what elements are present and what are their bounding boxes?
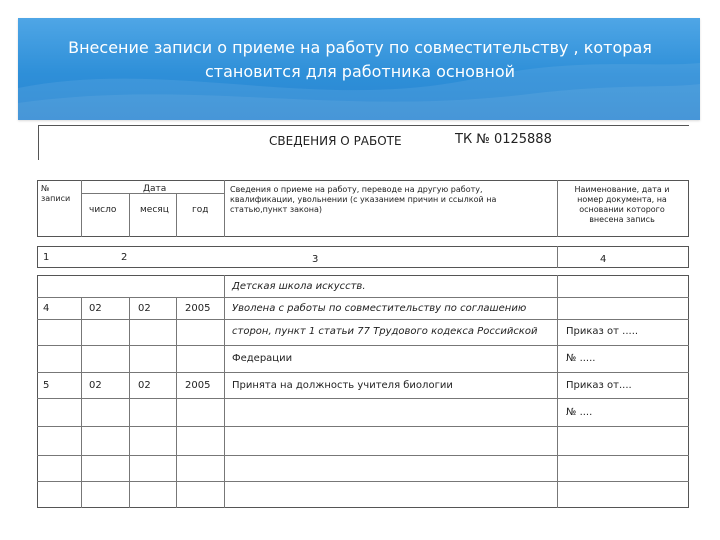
row4-text-line3: Федерации [232,353,293,364]
tk-number: ТК № 0125888 [455,132,552,147]
row5-year: 2005 [185,380,211,391]
col-number-1: 1 [43,252,50,263]
row5-month: 02 [138,380,151,391]
col-header-doc: Наименование, дата и номер документа, на основании которого внесена запись [574,185,670,224]
row5-text: Принята на должность учителя биологии [232,380,453,391]
row5-day: 02 [89,380,102,391]
row5-number: 5 [43,380,50,391]
form-heading [38,125,689,160]
col-number-2: 2 [121,252,128,263]
row4-document-line1: Приказ от ..... [566,326,639,337]
col-header-no: № записи [41,184,71,203]
row4-year: 2005 [185,303,211,314]
slide-title-line2: становится для работника основной [204,62,516,81]
row5-document-line1: Приказ от.... [566,380,632,391]
col-header-month: месяц [140,205,169,215]
organization-name: Детская школа искусств. [232,281,366,292]
row4-text-line1: Уволена с работы по совместительству по соглашению [232,303,527,314]
col-number-4: 4 [600,254,607,265]
row4-text-line2: сторон, пункт 1 статьи 77 Трудового кодекса Российской [232,326,538,337]
slide-title-line1: Внесение записи о приеме на работу по совместительству , которая [68,38,652,57]
row5-document-line2: № .... [566,407,593,418]
row4-day: 02 [89,303,102,314]
col-header-date: Дата [143,184,167,194]
row4-document-line2: № ..... [566,353,596,364]
col-header-year: год [192,205,209,215]
col-header-day: число [89,205,117,215]
column-numbers-row [37,246,689,268]
row4-number: 4 [43,303,50,314]
col-number-3: 3 [312,254,319,265]
form-heading-title: СВЕДЕНИЯ О РАБОТЕ [269,134,402,148]
row4-month: 02 [138,303,151,314]
slide-title [40,36,680,84]
col-header-info: Сведения о приеме на работу, переводе на другую работу, квалификации, увольнении (с указанием причин и ссылкой на статью,пункт закона) [230,185,497,214]
